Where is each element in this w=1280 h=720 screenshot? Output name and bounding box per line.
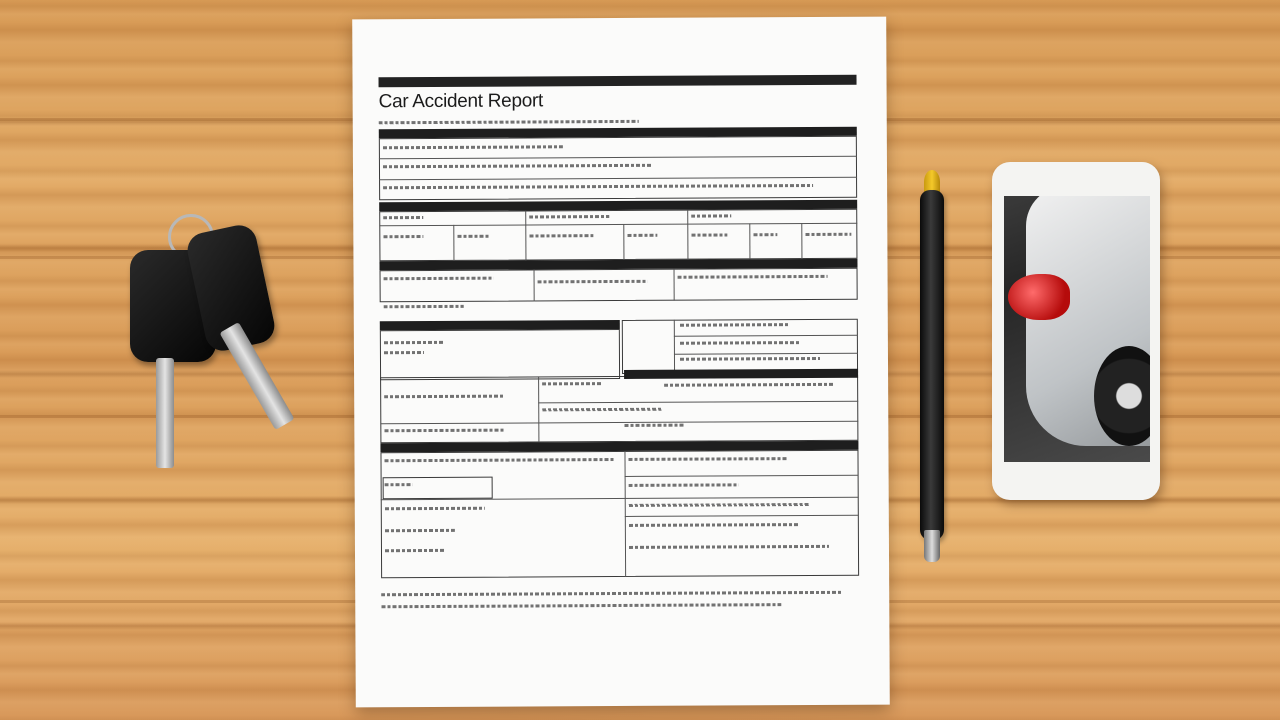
section-4-side-box bbox=[622, 319, 858, 374]
footer-text-line-2 bbox=[381, 603, 781, 608]
section-3-box bbox=[380, 268, 858, 303]
accident-report-form bbox=[352, 17, 890, 708]
phone-screen bbox=[1004, 196, 1150, 462]
section-header-5 bbox=[624, 369, 858, 379]
section-6-inner-field bbox=[383, 477, 493, 500]
pen-end-cap bbox=[924, 530, 940, 562]
subtitle-line bbox=[379, 120, 639, 124]
section-4-box bbox=[380, 329, 620, 380]
section-6-box bbox=[380, 450, 859, 579]
pen-body bbox=[920, 190, 944, 540]
form-top-bar bbox=[379, 75, 857, 88]
footer-text-line-1 bbox=[381, 591, 841, 596]
car-tail-light bbox=[1008, 274, 1070, 320]
section-2-box bbox=[379, 209, 857, 262]
key-blade-left bbox=[156, 358, 174, 468]
form-title: Car Accident Report bbox=[378, 90, 544, 113]
